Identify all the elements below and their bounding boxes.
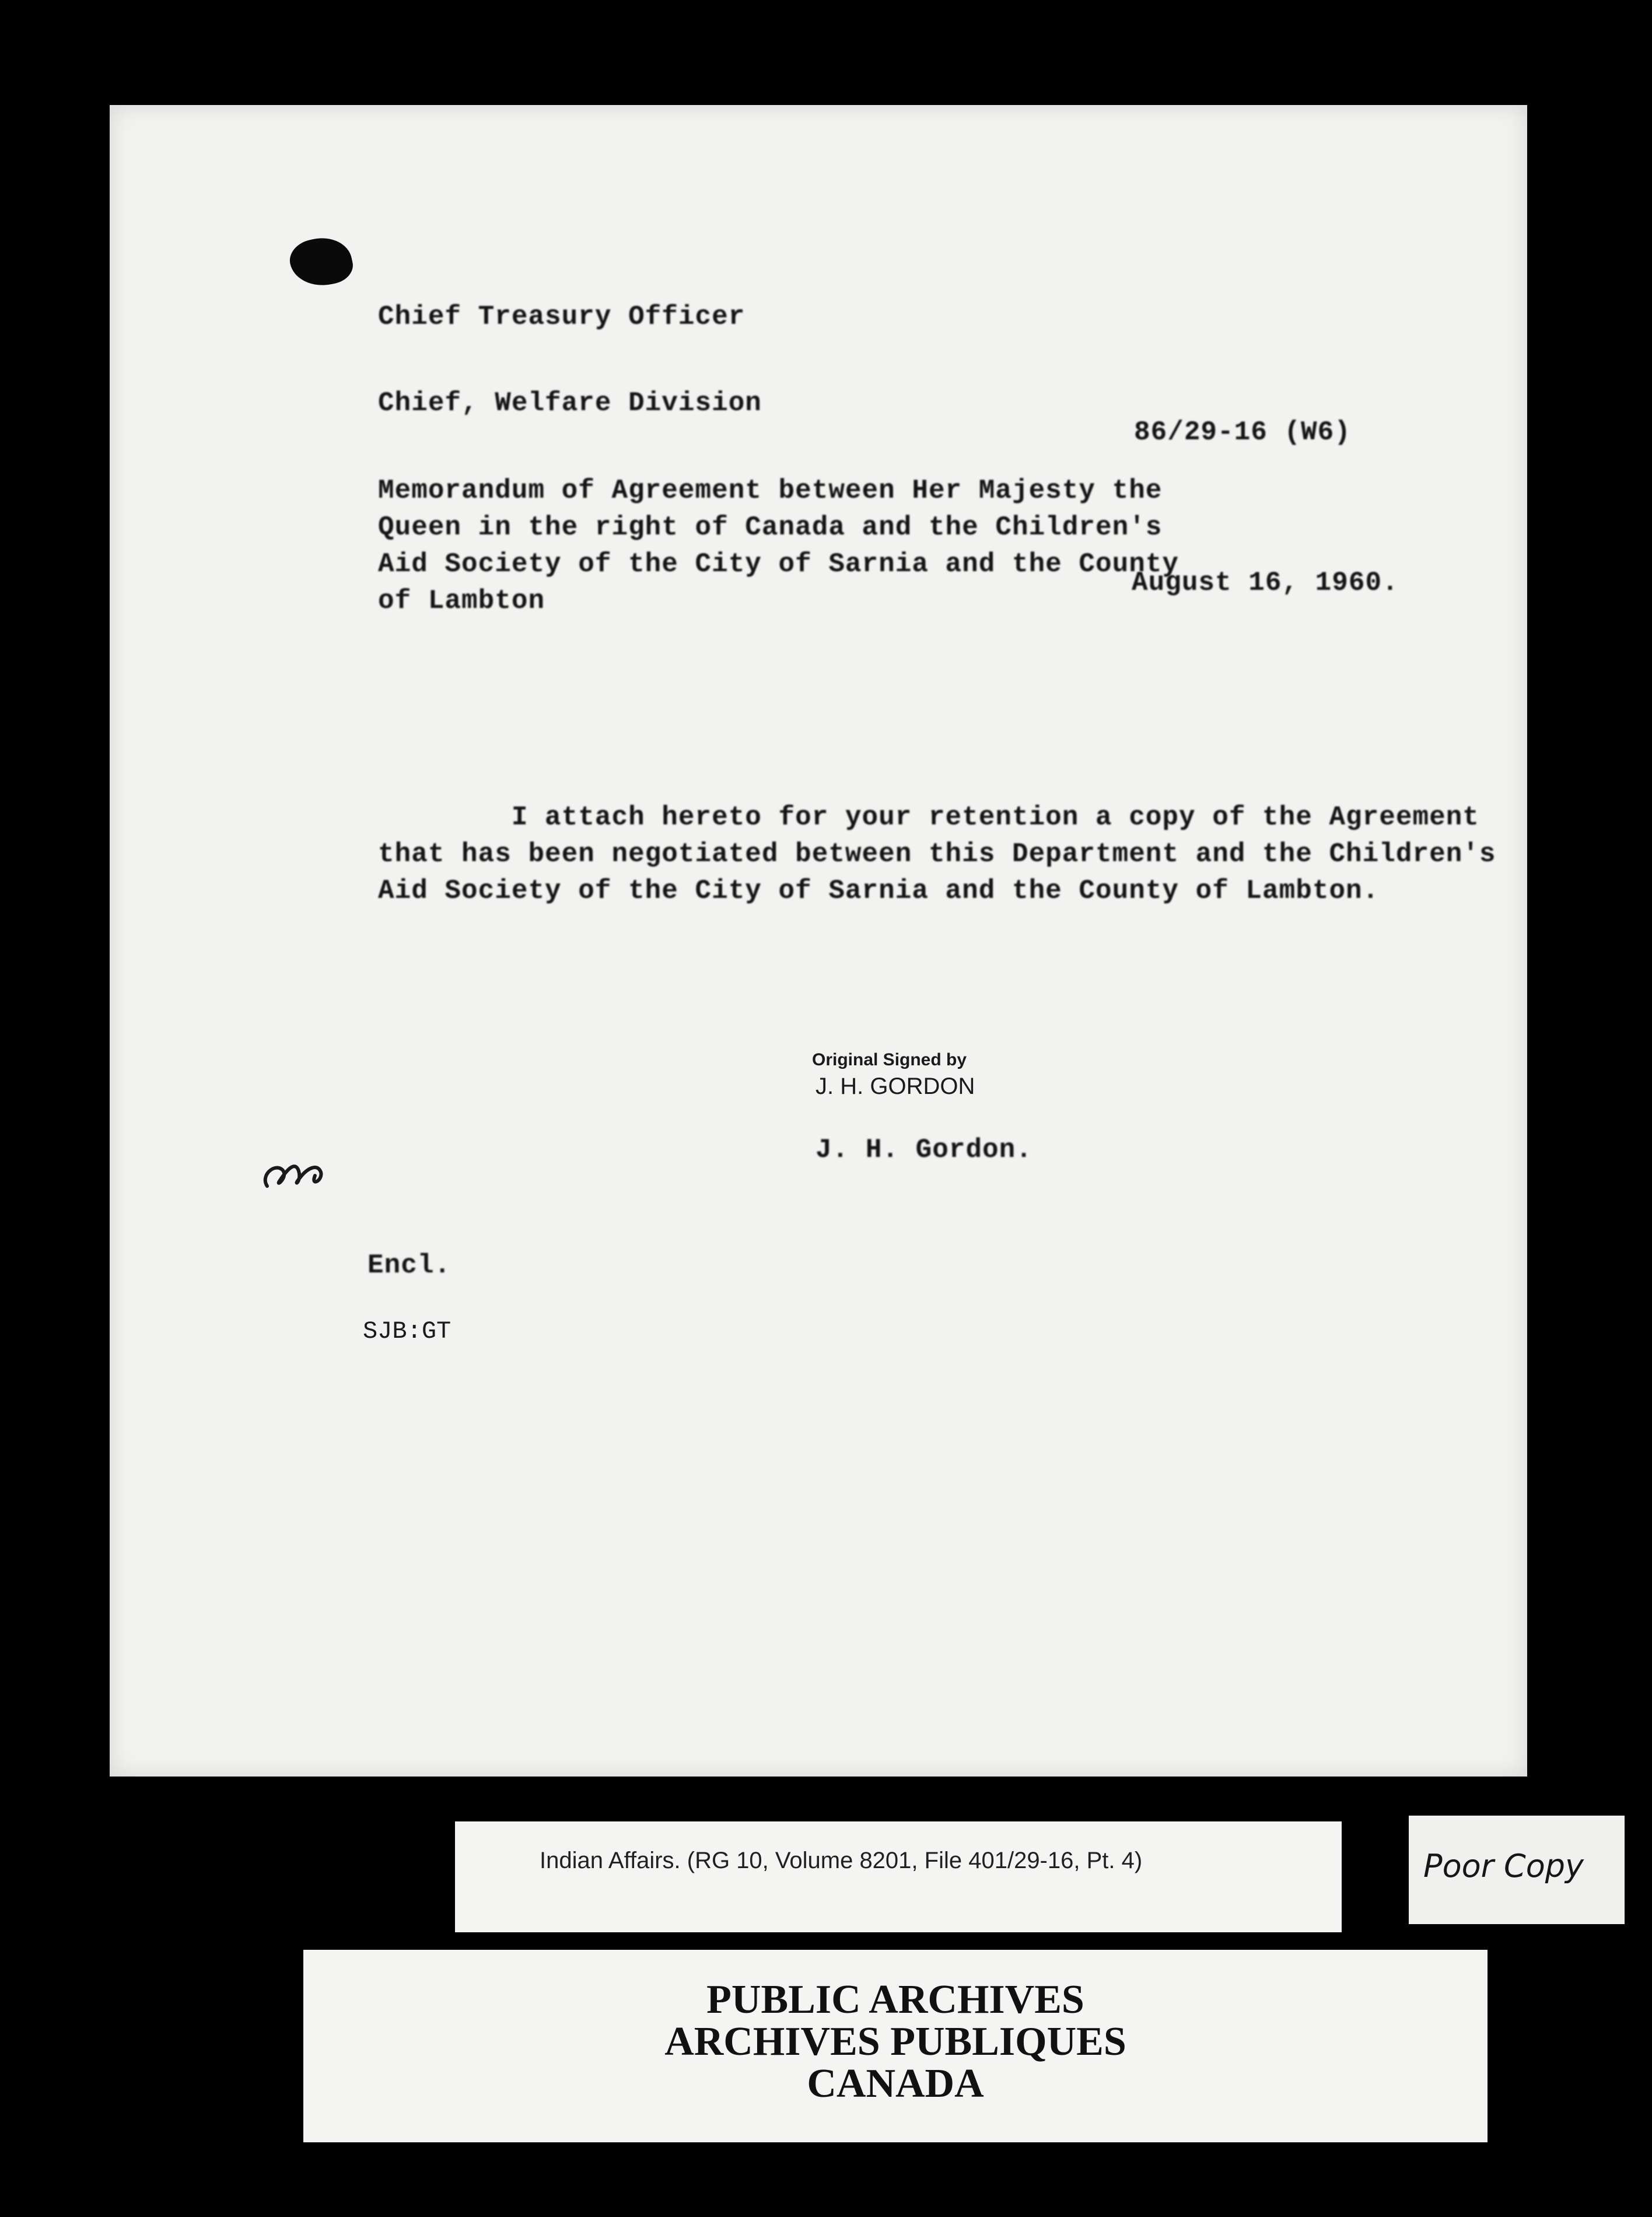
ink-blot [286,232,356,292]
subject-line: Memorandum of Agreement between Her Majesty the [378,475,1163,506]
poor-copy-tag [1409,1816,1625,1924]
reference-initials: SJB:GT [363,1317,452,1345]
typed-signature: J. H. Gordon. [816,1135,1032,1165]
handwritten-initials [257,1152,332,1196]
memo-subject [378,473,1179,620]
memo-from: Chief, Welfare Division [378,388,762,418]
memo-to: Chief Treasury Officer [378,302,746,332]
enclosure-note: Encl. [368,1250,452,1281]
citation-text: Indian Affairs. (RG 10, Volume 8201, File 401/29-16, Pt. 4) [540,1848,1143,1873]
document-page [110,105,1527,1777]
memo-body [378,799,1496,910]
archives-label [303,1950,1488,2142]
body-line: that has been negotiated between this Department and the Children's [378,839,1496,869]
signature-stamp-line1: Original Signed by [812,1050,967,1069]
subject-line: Queen in the right of Canada and the Children's [378,512,1163,543]
body-line: I attach hereto for your retention a copy of the Agreement [378,802,1479,833]
body-line: Aid Society of the City of Sarnia and the County of Lambton. [378,876,1380,906]
subject-line: Aid Society of the City of Sarnia and the County [378,549,1180,579]
memo-date: August 16, 1960. [1132,568,1399,598]
archives-line-en: PUBLIC ARCHIVES [706,1977,1084,2022]
file-reference: 86/29-16 (W6) [1134,417,1351,447]
citation-label [455,1821,1342,1932]
poor-copy-text: Poor Copy [1423,1848,1584,1884]
signature-stamp-name: J. H. GORDON [816,1073,975,1099]
subject-line: of Lambton [378,586,545,616]
archives-line-country: CANADA [807,2061,984,2106]
archives-line-fr: ARCHIVES PUBLIQUES [664,2019,1126,2064]
